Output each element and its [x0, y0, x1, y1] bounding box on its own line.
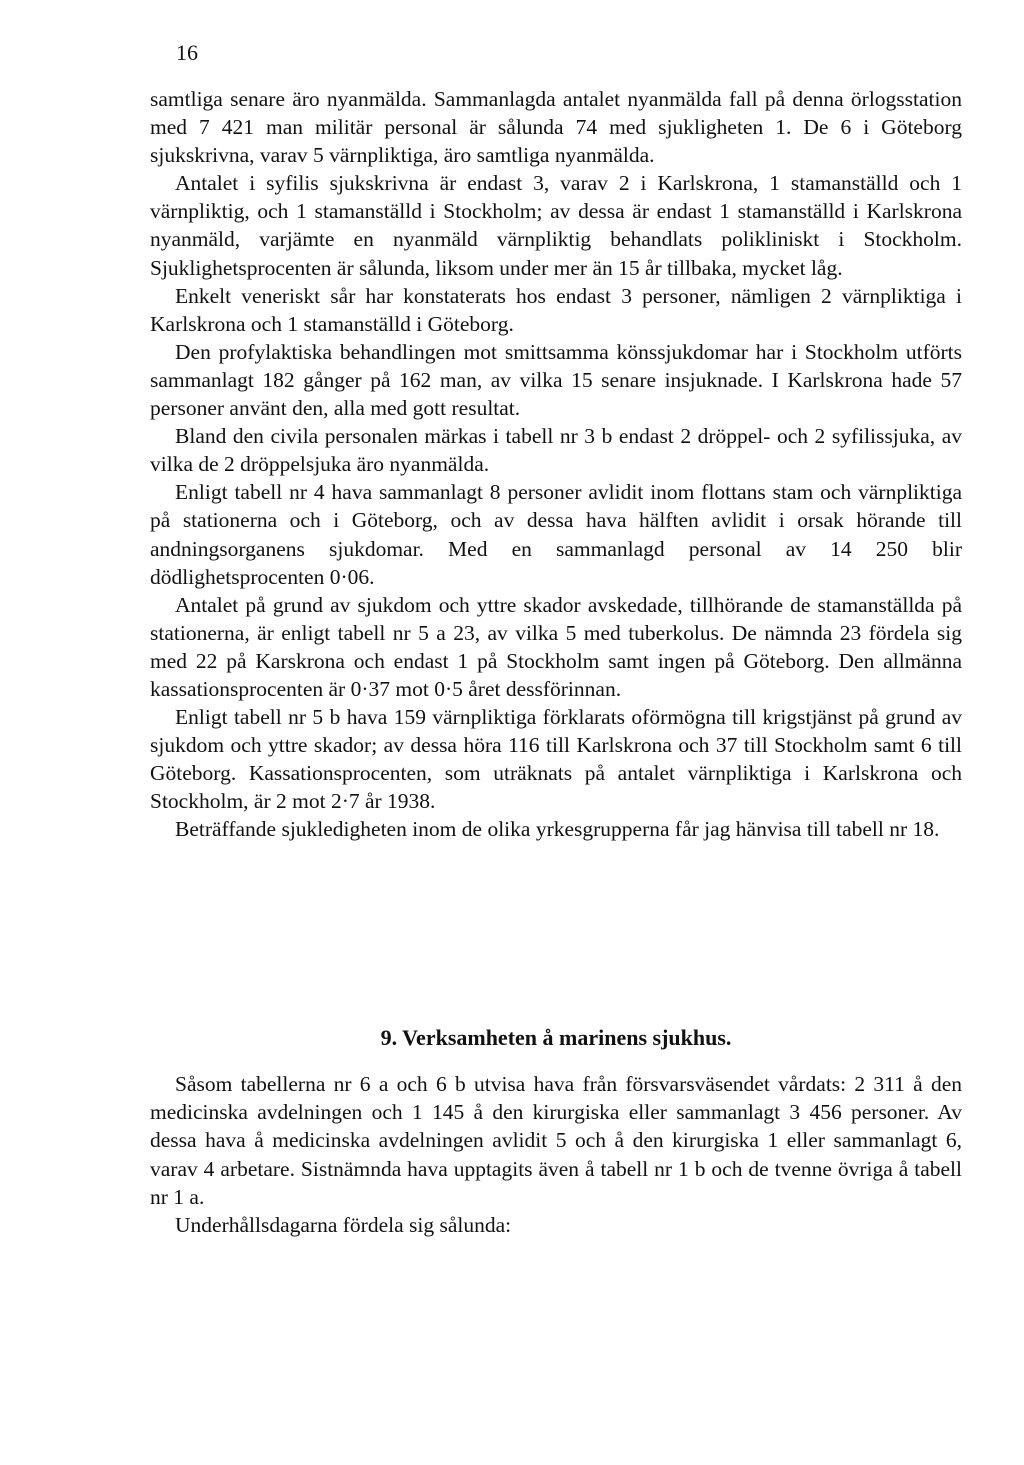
paragraph: samtliga senare äro nyanmälda. Sammanlagda antalet nyanmälda fall på denna örlogsstation med 7 421 man militär personal är sålunda 74 med sjukligheten 1. De 6 i Göteborg sjukskrivna, varav 5 värnpliktiga, äro samtliga nyanmälda.	[150, 87, 962, 168]
paragraph: Den profylaktiska behandlingen mot smittsamma könssjukdomar har i Stockholm utförts sammanlagt 182 gånger på 162 man, av vilka 15 senare insjuknade. I Karlskrona hade 57 personer använt den, alla med gott resultat.	[150, 339, 962, 421]
paragraph: Enligt tabell nr 4 hava sammanlagt 8 personer avlidit inom flottans stam och värnpliktiga på stationerna och i Göteborg, och av dessa hava hälften avlidit i orsak hörande till andningsorganens sjukdomar. Med en sammanlagd personal av 14 250 blir dödlighetsprocenten 0·06.	[150, 480, 962, 589]
section-heading: 9. Verksamheten å marinens sjukhus.	[380, 1025, 732, 1050]
paragraph: Beträffande sjukledigheten inom de olika yrkesgrupperna får jag hänvisa till tabell nr 18.	[175, 817, 940, 842]
section-text	[150, 1070, 962, 1239]
paragraph: Bland den civila personalen märkas i tabell nr 3 b endast 2 dröppel- och 2 syfilissjuka, av vilka de 2 dröppelsjuka äro nyanmälda.	[150, 424, 962, 477]
paragraph: Antalet i syfilis sjukskrivna är endast 3, varav 2 i Karlskrona, 1 stamanställd och 1 värnpliktig, och 1 stamanställd i Stockholm; av dessa är endast 1 stamanställd i Karlskrona nyanmäld, varjämte en nyanmäld värnpliktig behandlats polikliniskt i Stockholm. Sjuklighetsprocenten är sålunda, liksom under mer än 15 år tillbaka, mycket låg.	[150, 171, 962, 280]
body-text	[150, 85, 962, 844]
paragraph: Såsom tabellerna nr 6 a och 6 b utvisa hava från försvarsväsendet vårdats: 2 311 å den medicinska avdelningen och 1 145 å den kirurgiska eller sammanlagt 3 456 personer. Av dessa hava å medicinska avdelningen avlidit 5 och å den kirurgiska 1 eller sammanlagt 6, varav 4 arbetare. Sistnämnda hava upptagits även å tabell nr 1 b och de tvenne övriga å tabell nr 1 a.	[150, 1072, 962, 1209]
paragraph: Antalet på grund av sjukdom och yttre skador avskedade, tillhörande de stamanställda på stationerna, är enligt tabell nr 5 a 23, av vilka 5 med tuberkolus. De nämnda 23 fördela sig med 22 på Karskrona och endast 1 på Stockholm samt ingen på Göteborg. Den allmänna kassationsprocenten är 0·37 mot 0·5 året dessförinnan.	[150, 592, 962, 701]
paragraph: Underhållsdagarna fördela sig sålunda:	[175, 1213, 512, 1238]
paragraph: Enligt tabell nr 5 b hava 159 värnpliktiga förklarats oförmögna till krigstjänst på grund av sjukdom och yttre skador; av dessa höra 116 till Karlskrona och 37 till Stockholm samt 6 till Göteborg. Kassationsprocenten, som uträknats på antalet värnpliktiga i Karlskrona och Stockholm, är 2 mot 2·7 år 1938.	[150, 705, 962, 814]
paragraph: Enkelt veneriskt sår har konstaterats hos endast 3 personer, nämligen 2 värnpliktiga i Karlskrona och 1 stamanställd i Göteborg.	[150, 283, 962, 336]
page-number: 16	[176, 40, 198, 65]
